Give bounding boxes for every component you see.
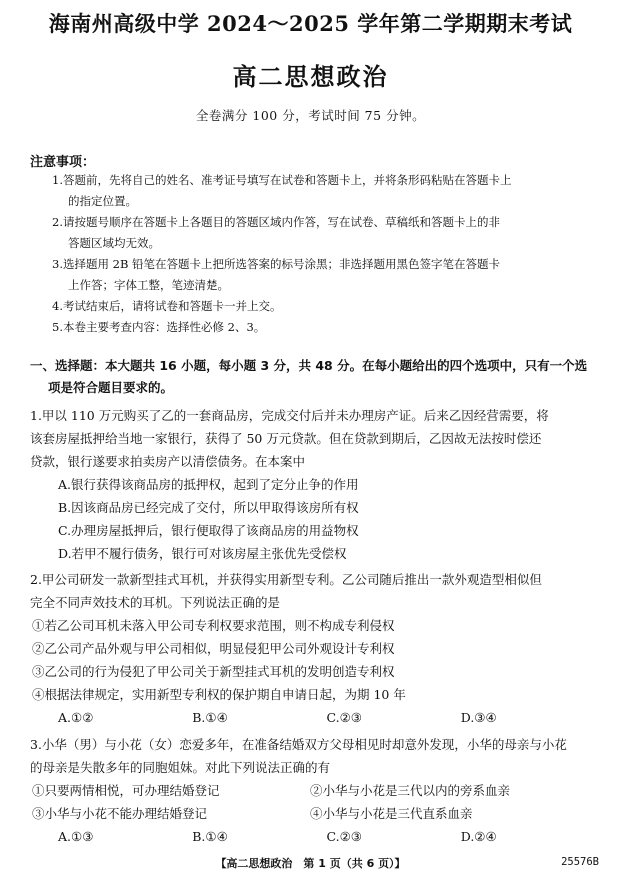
option-c: C.办理房屋抵押后，银行便取得了该商品房的用益物权 [58, 523, 359, 538]
option-a: A.银行获得该商品房的抵押权，起到了定分止争的作用 [58, 477, 359, 492]
notice-item: 4.考试结束后，请将试卷和答题卡一并上交。 [52, 299, 282, 313]
statement-row [30, 802, 595, 825]
choice-row [30, 825, 595, 848]
question-stem: 3.小华（男）与小花（女）恋爱多年，在准备结婚双方父母相见时却意外发现，小华的母亲与小花 [30, 737, 567, 752]
statement-1: ①若乙公司耳机未落入甲公司专利权要求范围，则不构成专利侵权 [32, 618, 395, 633]
choice-row [30, 706, 595, 729]
statement-3: ③乙公司的行为侵犯了甲公司关于新型挂式耳机的发明创造专利权 [32, 664, 395, 679]
question-stem: 2.甲公司研发一款新型挂式耳机，并获得实用新型专利。乙公司随后推出一款外观造型相似但 [30, 572, 542, 587]
question-stem: 贷款，银行遂要求拍卖房产以清偿债务。在本案中 [30, 454, 306, 469]
question-2 [30, 568, 595, 729]
statement-1: ①只要两情相悦，可办理结婚登记 [32, 783, 220, 798]
notice-item-cont: 答题区域均无效。 [68, 236, 160, 250]
notice-item-cont: 的指定位置。 [68, 194, 137, 208]
notice-item: 3.选择题用 2B 铅笔在答题卡上把所选答案的标号涂黑；非选择题用黑色签字笔在答题卡 [52, 257, 501, 271]
choice-d: D.③④ [460, 710, 497, 725]
choice-c: C.②③ [326, 829, 363, 844]
statement-row [30, 779, 595, 802]
exam-title: 海南州高级中学 2024～2025 学年第二学期期末考试 [48, 11, 573, 36]
notice-item: 2.请按题号顺序在答题卡上各题目的答题区域内作答，写在试卷、草稿纸和答题卡上的非 [52, 215, 500, 229]
option-b: B.因该商品房已经完成了交付，所以甲取得该房所有权 [58, 500, 359, 515]
subject-title: 高二思想政治 [232, 62, 389, 91]
statement-3: ③小华与小花不能办理结婚登记 [32, 806, 208, 821]
paper-code: 25576B [561, 856, 599, 868]
statement-2: ②小华与小花是三代以内的旁系血亲 [310, 783, 511, 798]
section-line: 项是符合题目要求的。 [48, 380, 174, 395]
choice-d: D.②④ [460, 829, 497, 844]
notice-item: 1.答题前，先将自己的姓名、准考证号填写在试卷和答题卡上，并将条形码粘贴在答题卡上 [52, 173, 512, 187]
notice-item: 5.本卷主要考查内容：选择性必修 2、3。 [52, 320, 266, 334]
notice-heading: 注意事项： [30, 155, 96, 170]
page-footer: 【高二思想政治 第 1 页（共 6 页）】 [215, 857, 406, 870]
statement-4: ④小华与小花是三代直系血亲 [310, 806, 473, 821]
question-stem: 的母亲是失散多年的同胞姐妹。对此下列说法正确的有 [30, 760, 331, 775]
section-line: 一、选择题：本大题共 16 小题，每小题 3 分，共 48 分。在每小题给出的四个选项中，只有一个选 [30, 358, 588, 373]
choice-c: C.②③ [326, 710, 363, 725]
choice-b: B.①④ [192, 829, 228, 844]
choice-a: A.①② [58, 710, 94, 725]
question-1 [30, 404, 595, 565]
question-stem: 1.甲以 110 万元购买了乙的一套商品房，完成交付后并未办理房产证。后来乙因经营需要，将 [30, 408, 549, 423]
exam-info: 全卷满分 100 分，考试时间 75 分钟。 [195, 108, 426, 123]
question-stem: 该套房屋抵押给当地一家银行，获得了 50 万元贷款。但在贷款到期后，乙因故无法按时偿还 [30, 431, 542, 446]
notice-list [52, 170, 600, 338]
option-d: D.若甲不履行债务，银行可对该房屋主张优先受偿权 [58, 546, 347, 561]
question-stem: 完全不同声效技术的耳机。下列说法正确的是 [30, 595, 281, 610]
section-heading [30, 355, 595, 399]
statement-2: ②乙公司产品外观与甲公司相似，明显侵犯甲公司外观设计专利权 [32, 641, 395, 656]
statement-4: ④根据法律规定，实用新型专利权的保护期自申请日起，为期 10 年 [32, 687, 406, 702]
choice-b: B.①④ [192, 710, 228, 725]
notice-item-cont: 上作答；字体工整，笔迹清楚。 [68, 278, 229, 292]
question-3 [30, 733, 595, 848]
choice-a: A.①③ [58, 829, 94, 844]
